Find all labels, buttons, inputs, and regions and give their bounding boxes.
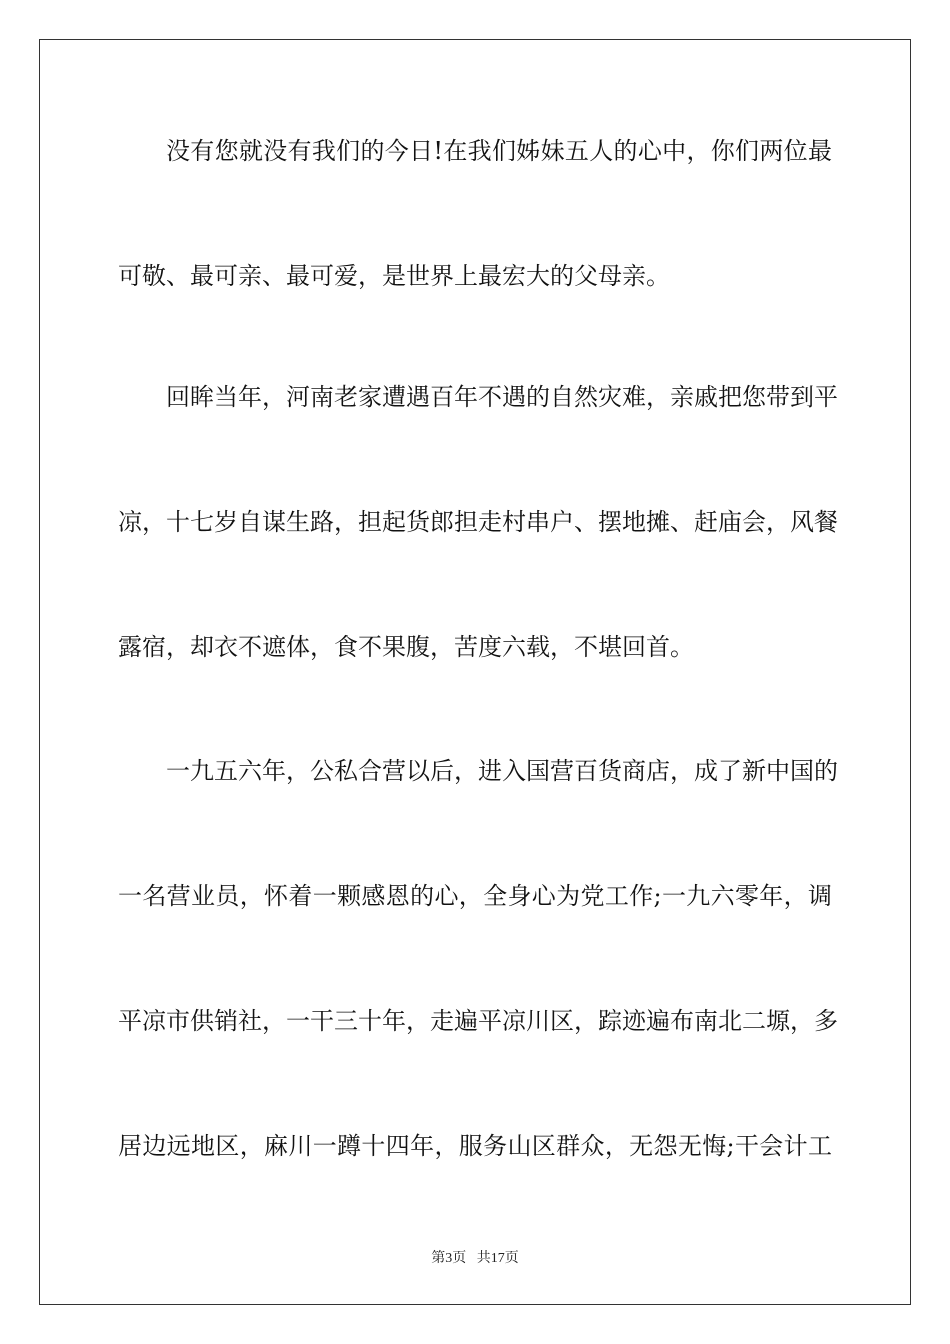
text-line: 一名营业员，怀着一颗感恩的心，全身心为党工作;一九六零年，调 <box>118 882 832 910</box>
text-line: 凉，十七岁自谋生路，担起货郎担走村串户、摆地摊、赶庙会，风餐 <box>118 508 838 536</box>
text-line: 平凉市供销社，一干三十年，走遍平凉川区，踪迹遍布南北二塬，多 <box>118 1007 838 1035</box>
text-line: 居边远地区，麻川一蹲十四年，服务山区群众，无怨无悔;干会计工 <box>118 1132 832 1160</box>
text-line: 一九五六年，公私合营以后，进入国营百货商店，成了新中国的 <box>166 757 838 785</box>
page-border <box>39 39 911 1305</box>
text-line: 露宿，却衣不遮体，食不果腹，苦度六载，不堪回首。 <box>118 633 694 661</box>
text-line: 没有您就没有我们的今日!在我们姊妹五人的心中，你们两位最 <box>166 137 832 165</box>
page-number: 第3页 <box>431 1251 467 1266</box>
page-footer <box>0 1247 950 1267</box>
text-line: 回眸当年，河南老家遭遇百年不遇的自然灾难，亲戚把您带到平 <box>166 383 838 411</box>
page-total: 共17页 <box>476 1251 519 1266</box>
text-line: 可敬、最可亲、最可爱，是世界上最宏大的父母亲。 <box>118 262 670 290</box>
